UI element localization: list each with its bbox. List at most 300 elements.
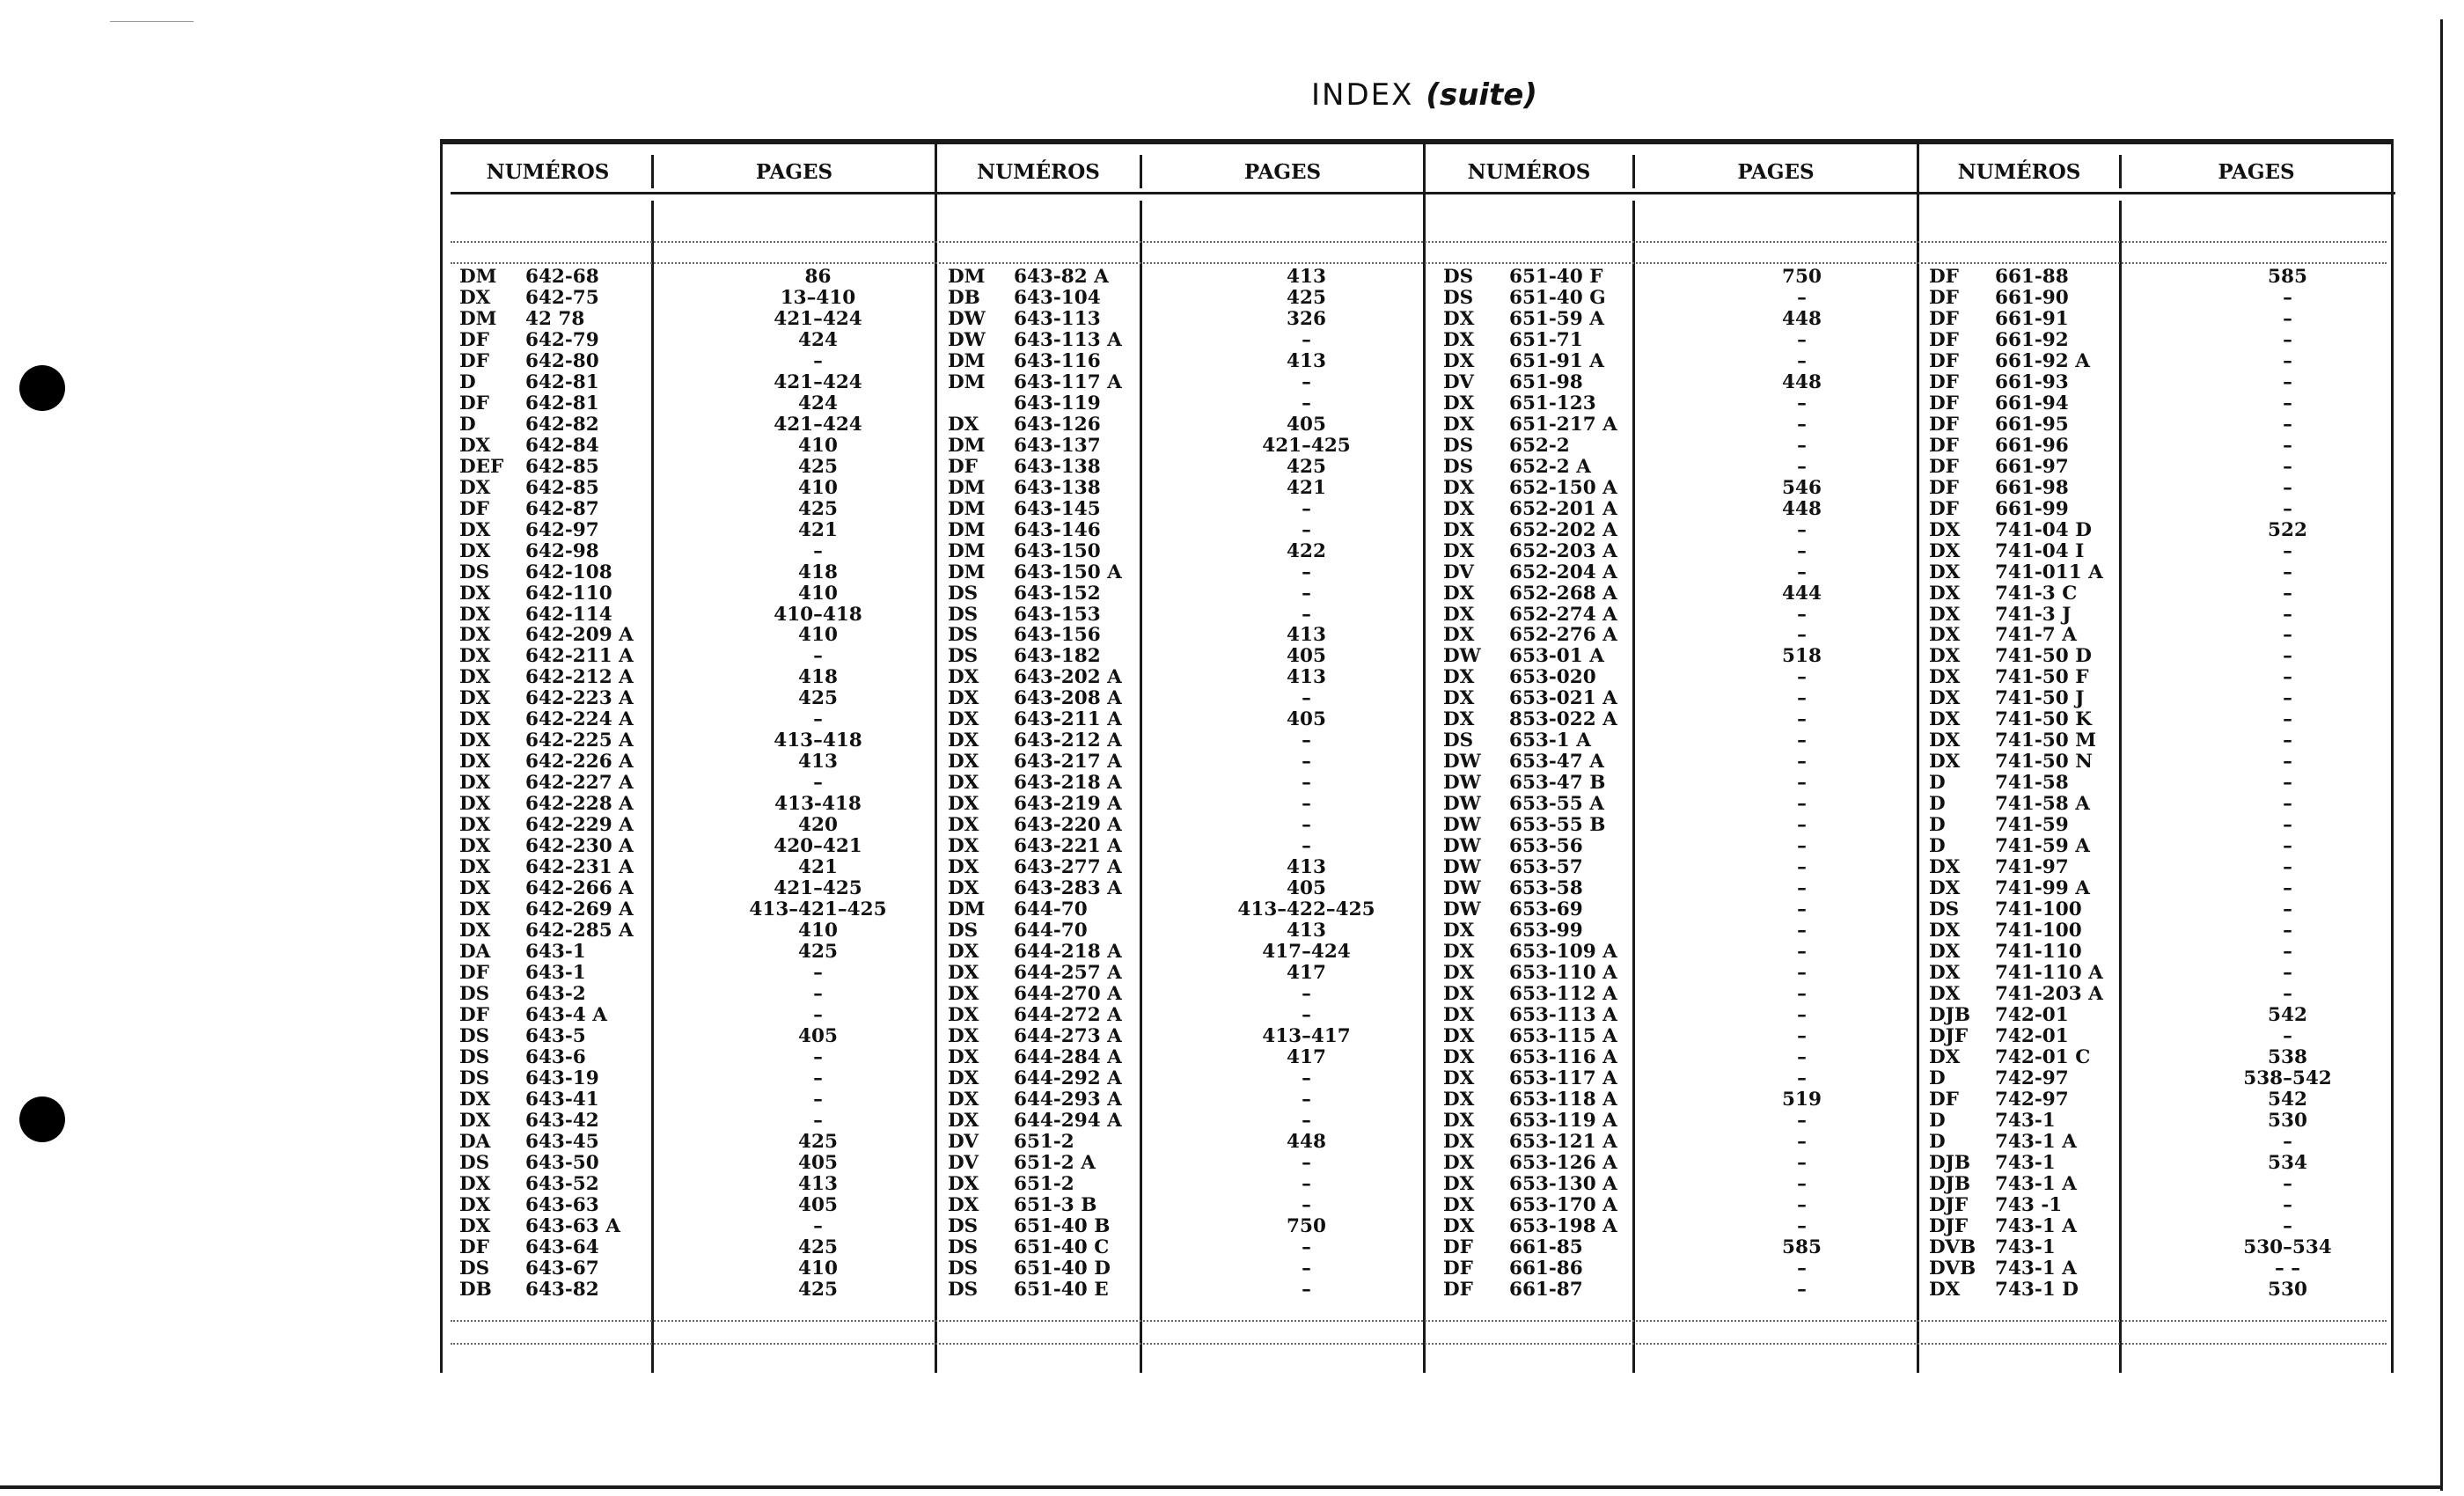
table-row	[1443, 752, 1932, 773]
number-cell: 741-100	[1995, 920, 2082, 942]
prefix-cell: DF	[459, 328, 489, 351]
table-row	[459, 330, 948, 351]
table-row	[948, 646, 1436, 667]
prefix-cell: DJF	[1929, 1214, 1969, 1237]
table-row	[1929, 393, 2417, 414]
table-row	[1929, 773, 2417, 794]
table-row	[1443, 1216, 1932, 1237]
number-cell: 653-118 A	[1509, 1088, 1617, 1111]
table-row	[459, 709, 948, 730]
number-cell: 661-96	[1995, 434, 2069, 457]
prefix-cell: D	[1929, 814, 1946, 837]
prefix-cell: DA	[459, 1130, 491, 1153]
prefix-cell: DX	[1929, 1278, 1961, 1301]
table-row	[1443, 1132, 1932, 1153]
table-row	[1443, 1005, 1932, 1026]
table-row	[1929, 414, 2417, 436]
prefix-cell: DX	[1929, 539, 1961, 562]
number-cell: 644-284 A	[1014, 1045, 1122, 1068]
table-row	[1443, 267, 1932, 288]
number-cell: 642-81	[525, 392, 599, 414]
header-pages-2: PAGES	[1243, 160, 1322, 184]
table-row	[948, 351, 1436, 372]
table-row	[459, 562, 948, 583]
number-cell: 643-113 A	[1014, 328, 1122, 351]
pages-cell: –	[1302, 814, 1311, 837]
prefix-cell: DX	[1929, 982, 1961, 1005]
pages-cell: –	[1797, 1003, 1807, 1026]
pages-cell: –	[2283, 476, 2292, 499]
prefix-cell: DM	[948, 476, 986, 499]
number-cell: 741-50 D	[1995, 645, 2092, 668]
table-row	[1929, 1237, 2417, 1258]
table-row	[459, 646, 948, 667]
prefix-cell: DX	[1443, 1193, 1475, 1216]
table-row	[948, 330, 1436, 351]
number-cell: 661-93	[1995, 370, 2069, 393]
number-cell: 741-97	[1995, 856, 2069, 879]
bottom-page-border	[0, 1485, 2443, 1489]
prefix-cell: DF	[1929, 307, 1959, 330]
pages-cell: 538–542	[2243, 1067, 2332, 1089]
number-cell: 741-3 J	[1995, 603, 2072, 626]
prefix-cell: DX	[948, 666, 979, 689]
prefix-cell: DX	[459, 539, 491, 562]
number-cell: 653-55 B	[1509, 814, 1606, 837]
number-cell: 741-59 A	[1995, 835, 2090, 858]
number-cell: 653-57	[1509, 856, 1583, 879]
number-cell: 642-75	[525, 286, 599, 309]
table-row	[1929, 963, 2417, 984]
pages-cell: –	[1797, 1130, 1807, 1153]
pages-cell: 413	[1287, 666, 1326, 689]
table-row	[948, 773, 1436, 794]
number-cell: 651-3 B	[1014, 1193, 1097, 1216]
pages-cell: 410	[798, 476, 838, 499]
number-cell: 653-116 A	[1509, 1045, 1617, 1068]
prefix-cell: DX	[459, 645, 491, 668]
prefix-cell: DS	[948, 645, 979, 668]
number-cell: 642-225 A	[525, 730, 634, 752]
prefix-cell: D	[1929, 1109, 1946, 1132]
pages-cell: –	[1797, 1109, 1807, 1132]
number-cell: 643-211 A	[1014, 708, 1122, 731]
pages-cell: –	[1797, 1024, 1807, 1047]
header-numeros-3: NUMÉROS	[1467, 160, 1591, 184]
number-cell: 652-150 A	[1509, 476, 1617, 499]
pages-cell: 418	[798, 666, 838, 689]
number-cell: 643-82	[525, 1278, 599, 1301]
number-cell: 642-81	[525, 370, 599, 393]
number-cell: 741-58 A	[1995, 793, 2090, 816]
pages-cell: 421	[798, 856, 838, 879]
table-row	[459, 605, 948, 626]
pages-cell: –	[1302, 1172, 1311, 1195]
prefix-cell: DX	[1443, 1088, 1475, 1111]
number-cell: 653-109 A	[1509, 941, 1617, 963]
prefix-cell: DF	[1443, 1278, 1473, 1301]
pages-cell: –	[1797, 603, 1807, 626]
pages-cell: –	[1302, 518, 1311, 541]
number-cell: 743-1 A	[1995, 1257, 2077, 1280]
table-row	[948, 393, 1436, 414]
prefix-cell: DX	[1443, 1214, 1475, 1237]
prefix-cell: DX	[459, 835, 491, 858]
prefix-cell: DX	[948, 856, 979, 879]
number-cell: 643-219 A	[1014, 793, 1122, 816]
pages-cell: –	[1302, 1109, 1311, 1132]
pages-cell: –	[1797, 835, 1807, 858]
pages-cell: –	[1797, 856, 1807, 879]
table-row	[1443, 836, 1932, 857]
pages-cell: 530–534	[2243, 1236, 2332, 1258]
number-cell: 742-01	[1995, 1003, 2069, 1026]
table-row	[459, 1280, 948, 1301]
pages-cell: –	[1797, 539, 1807, 562]
prefix-cell: DF	[459, 1236, 489, 1258]
number-cell: 643-119	[1014, 392, 1101, 414]
number-cell: 652-276 A	[1509, 624, 1617, 647]
binder-hole-top	[19, 365, 65, 411]
header-numeros-4: NUMÉROS	[1957, 160, 2081, 184]
number-cell: 743-1 A	[1995, 1130, 2077, 1153]
table-row	[1443, 899, 1932, 920]
prefix-cell: DX	[1443, 961, 1475, 984]
pages-cell: 519	[1782, 1088, 1822, 1111]
number-cell: 741-58	[1995, 772, 2069, 795]
prefix-cell: DX	[1929, 1045, 1961, 1068]
prefix-cell: DX	[1929, 920, 1961, 942]
pages-cell: 13–410	[780, 286, 856, 309]
pages-cell: 413	[1287, 856, 1326, 879]
prefix-cell: DX	[1929, 877, 1961, 900]
pages-cell: 518	[1782, 645, 1822, 668]
table-row	[1443, 688, 1932, 709]
prefix-cell: DS	[459, 1067, 490, 1089]
pages-cell: 422	[1287, 539, 1326, 562]
number-cell: 661-86	[1509, 1257, 1583, 1280]
table-row	[1929, 330, 2417, 351]
table-row	[948, 1153, 1436, 1174]
pages-cell: 405	[798, 1024, 838, 1047]
prefix-cell: DW	[1443, 856, 1481, 879]
pages-cell: –	[813, 1003, 823, 1026]
pages-cell: –	[2283, 1214, 2292, 1237]
pages-cell: –	[1797, 877, 1807, 900]
pages-cell: –	[1797, 814, 1807, 837]
prefix-cell: DM	[948, 349, 986, 372]
table-row	[1443, 646, 1932, 667]
table-row	[948, 1132, 1436, 1153]
number-cell: 643-63 A	[525, 1214, 620, 1237]
table-row	[1929, 436, 2417, 457]
prefix-cell: DS	[1443, 730, 1474, 752]
table-row	[1443, 794, 1932, 815]
table-row	[459, 794, 948, 815]
number-cell: 643-2	[525, 982, 586, 1005]
number-cell: 743-1	[1995, 1236, 2056, 1258]
pages-cell: –	[1797, 793, 1807, 816]
table-row	[1929, 1005, 2417, 1026]
pages-cell: 326	[1287, 307, 1326, 330]
pages-cell: 413	[1287, 624, 1326, 647]
table-row	[1443, 288, 1932, 309]
prefix-cell: DX	[1443, 539, 1475, 562]
pages-cell: 405	[1287, 877, 1326, 900]
prefix-cell: DX	[948, 1045, 979, 1068]
table-row	[459, 1047, 948, 1068]
pages-cell: –	[2283, 982, 2292, 1005]
table-row	[1443, 1026, 1932, 1047]
prefix-cell: DX	[459, 814, 491, 837]
number-cell: 653-113 A	[1509, 1003, 1617, 1026]
prefix-cell: DF	[459, 497, 489, 520]
number-cell: 642-97	[525, 518, 599, 541]
number-cell: 642-108	[525, 561, 612, 583]
pages-cell: –	[1302, 582, 1311, 605]
pages-cell: –	[1302, 1088, 1311, 1111]
number-cell: 642-87	[525, 497, 599, 520]
number-cell: 651-2 A	[1014, 1151, 1096, 1174]
pages-cell: 405	[1287, 413, 1326, 436]
number-cell: 644-257 A	[1014, 961, 1122, 984]
pages-cell: 421–424	[774, 370, 862, 393]
table-row	[1929, 267, 2417, 288]
pages-cell: –	[1797, 1214, 1807, 1237]
number-cell: 643-117 A	[1014, 370, 1122, 393]
pages-cell: –	[1797, 561, 1807, 583]
prefix-cell: DF	[1443, 1257, 1473, 1280]
table-row	[1443, 1258, 1932, 1280]
table-row	[948, 815, 1436, 836]
prefix-cell: DF	[459, 392, 489, 414]
table-row	[1443, 605, 1932, 626]
prefix-cell: DX	[948, 730, 979, 752]
table-row	[1929, 1258, 2417, 1280]
number-cell: 643-5	[525, 1024, 586, 1047]
pages-cell: –	[2283, 624, 2292, 647]
prefix-cell: D	[1929, 1067, 1946, 1089]
number-cell: 653-99	[1509, 920, 1583, 942]
number-cell: 742-97	[1995, 1088, 2069, 1111]
pages-cell: –	[813, 772, 823, 795]
pages-cell: –	[1797, 434, 1807, 457]
prefix-cell: D	[1929, 1130, 1946, 1153]
table-row	[459, 1111, 948, 1132]
title-text: INDEX	[1311, 77, 1414, 113]
pages-cell: –	[1797, 751, 1807, 774]
pages-cell: 530	[2268, 1109, 2307, 1132]
pages-cell: –	[813, 1067, 823, 1089]
number-cell: 741-50 K	[1995, 708, 2092, 731]
prefix-cell: DF	[1929, 497, 1959, 520]
number-cell: 643-283 A	[1014, 877, 1122, 900]
table-row	[1929, 836, 2417, 857]
table-row	[1443, 984, 1932, 1005]
pages-cell: 424	[798, 392, 838, 414]
number-cell: 644-293 A	[1014, 1088, 1122, 1111]
pages-cell: 420–421	[774, 835, 862, 858]
prefix-cell: DX	[948, 708, 979, 731]
number-cell: 653-69	[1509, 898, 1583, 921]
prefix-cell: DW	[1443, 877, 1481, 900]
pages-cell: –	[2283, 666, 2292, 689]
table-row	[1443, 393, 1932, 414]
number-cell: 643-1	[525, 941, 586, 963]
prefix-cell: DX	[459, 603, 491, 626]
pages-cell: 425	[1287, 455, 1326, 478]
prefix-cell: DX	[948, 961, 979, 984]
prefix-cell: DM	[948, 497, 986, 520]
number-cell: 653-110 A	[1509, 961, 1617, 984]
number-cell: 642-84	[525, 434, 599, 457]
prefix-cell: DW	[948, 328, 986, 351]
prefix-cell: DS	[1443, 455, 1474, 478]
pages-cell: 417	[1287, 961, 1326, 984]
pages-cell: –	[2283, 877, 2292, 900]
number-cell: 643-150 A	[1014, 561, 1122, 583]
pages-cell: –	[2283, 349, 2292, 372]
number-cell: 643-208 A	[1014, 687, 1122, 710]
pages-cell: –	[2283, 793, 2292, 816]
header-pages-4: PAGES	[2218, 160, 2295, 184]
pages-cell: –	[2283, 961, 2292, 984]
pages-cell: –	[2283, 286, 2292, 309]
number-cell: 642-79	[525, 328, 599, 351]
table-row	[1929, 583, 2417, 605]
pages-cell: –	[2283, 413, 2292, 436]
pages-cell: –	[2283, 645, 2292, 668]
prefix-cell: DX	[1443, 328, 1475, 351]
table-row	[948, 562, 1436, 583]
pages-cell: 425	[798, 687, 838, 710]
table-row	[948, 499, 1436, 520]
prefix-cell: DX	[1443, 1045, 1475, 1068]
pages-cell: 546	[1782, 476, 1822, 499]
number-cell: 643-150	[1014, 539, 1101, 562]
pages-cell: 425	[798, 1236, 838, 1258]
pages-cell: –	[2283, 772, 2292, 795]
table-row	[1443, 499, 1932, 520]
pages-cell: –	[1797, 941, 1807, 963]
number-cell: 653-47 B	[1509, 772, 1606, 795]
pages-cell: –	[1302, 1151, 1311, 1174]
pages-cell: –	[1302, 370, 1311, 393]
number-cell: 651-71	[1509, 328, 1583, 351]
pages-cell: –	[1302, 497, 1311, 520]
number-cell: 661-87	[1509, 1278, 1583, 1301]
prefix-cell: D	[1929, 793, 1946, 816]
pages-cell: –	[813, 1088, 823, 1111]
number-cell: 643-6	[525, 1045, 586, 1068]
table-row	[459, 583, 948, 605]
prefix-cell: DS	[459, 1024, 490, 1047]
pages-cell: –	[813, 349, 823, 372]
pages-cell: 424	[798, 328, 838, 351]
table-row	[459, 1258, 948, 1280]
number-cell: 742-97	[1995, 1067, 2069, 1089]
pages-cell: 413–417	[1262, 1024, 1351, 1047]
table-row	[948, 1195, 1436, 1216]
pages-cell: 522	[2268, 518, 2307, 541]
prefix-cell: DX	[1443, 624, 1475, 647]
prefix-cell: DX	[459, 856, 491, 879]
header-numeros-2: NUMÉROS	[977, 160, 1100, 184]
pages-cell: 425	[798, 1130, 838, 1153]
table-row	[1929, 1111, 2417, 1132]
prefix-cell: DX	[1443, 518, 1475, 541]
pages-cell: –	[1797, 328, 1807, 351]
table-row	[1443, 1153, 1932, 1174]
prefix-cell: DX	[948, 877, 979, 900]
table-row	[1929, 984, 2417, 1005]
prefix-cell: DS	[459, 1257, 490, 1280]
pages-cell: 534	[2268, 1151, 2307, 1174]
number-cell: 653-01 A	[1509, 645, 1604, 668]
prefix-cell: DX	[1443, 413, 1475, 436]
table-row	[459, 1237, 948, 1258]
table-row	[948, 794, 1436, 815]
pages-cell: 421–424	[774, 307, 862, 330]
number-cell: 42 78	[525, 307, 585, 330]
number-cell: 741-203 A	[1995, 982, 2103, 1005]
table-row	[459, 752, 948, 773]
pages-cell: –	[1797, 666, 1807, 689]
table-row	[948, 1026, 1436, 1047]
number-cell: 643-212 A	[1014, 730, 1122, 752]
pages-cell: 417–424	[1262, 941, 1351, 963]
prefix-cell: DX	[459, 582, 491, 605]
number-cell: 651-40 F	[1509, 266, 1603, 288]
table-row	[459, 393, 948, 414]
number-cell: 651-40 E	[1014, 1278, 1109, 1301]
table-row	[948, 1216, 1436, 1237]
pages-cell: 421	[798, 518, 838, 541]
prefix-cell: DX	[948, 793, 979, 816]
pages-cell: –	[2283, 539, 2292, 562]
number-cell: 642-224 A	[525, 708, 634, 731]
prefix-cell: DX	[459, 624, 491, 647]
pages-cell: –	[1302, 772, 1311, 795]
table-row	[948, 288, 1436, 309]
prefix-cell: DF	[1929, 413, 1959, 436]
number-cell: 643-19	[525, 1067, 599, 1089]
number-cell: 643-63	[525, 1193, 599, 1216]
pages-cell: –	[1797, 982, 1807, 1005]
pages-cell: 413	[1287, 266, 1326, 288]
prefix-cell: D	[459, 370, 476, 393]
number-cell: 743-1 D	[1995, 1278, 2079, 1301]
number-cell: 741-7 A	[1995, 624, 2077, 647]
number-cell: 743-1 A	[1995, 1214, 2077, 1237]
prefix-cell: DM	[948, 898, 986, 921]
table-row	[948, 1258, 1436, 1280]
number-cell: 741-04 I	[1995, 539, 2085, 562]
number-cell: 643-218 A	[1014, 772, 1122, 795]
number-cell: 642-285 A	[525, 920, 634, 942]
table-row	[948, 963, 1436, 984]
table-row	[1443, 1089, 1932, 1111]
pages-cell: –	[1797, 898, 1807, 921]
pages-cell: 425	[798, 497, 838, 520]
prefix-cell: DS	[1443, 434, 1474, 457]
pages-cell: –	[1797, 1257, 1807, 1280]
number-cell: 642-212 A	[525, 666, 634, 689]
number-cell: 643-145	[1014, 497, 1101, 520]
number-cell: 651-123	[1509, 392, 1596, 414]
pages-cell: 413	[1287, 349, 1326, 372]
pages-cell: 417	[1287, 1045, 1326, 1068]
